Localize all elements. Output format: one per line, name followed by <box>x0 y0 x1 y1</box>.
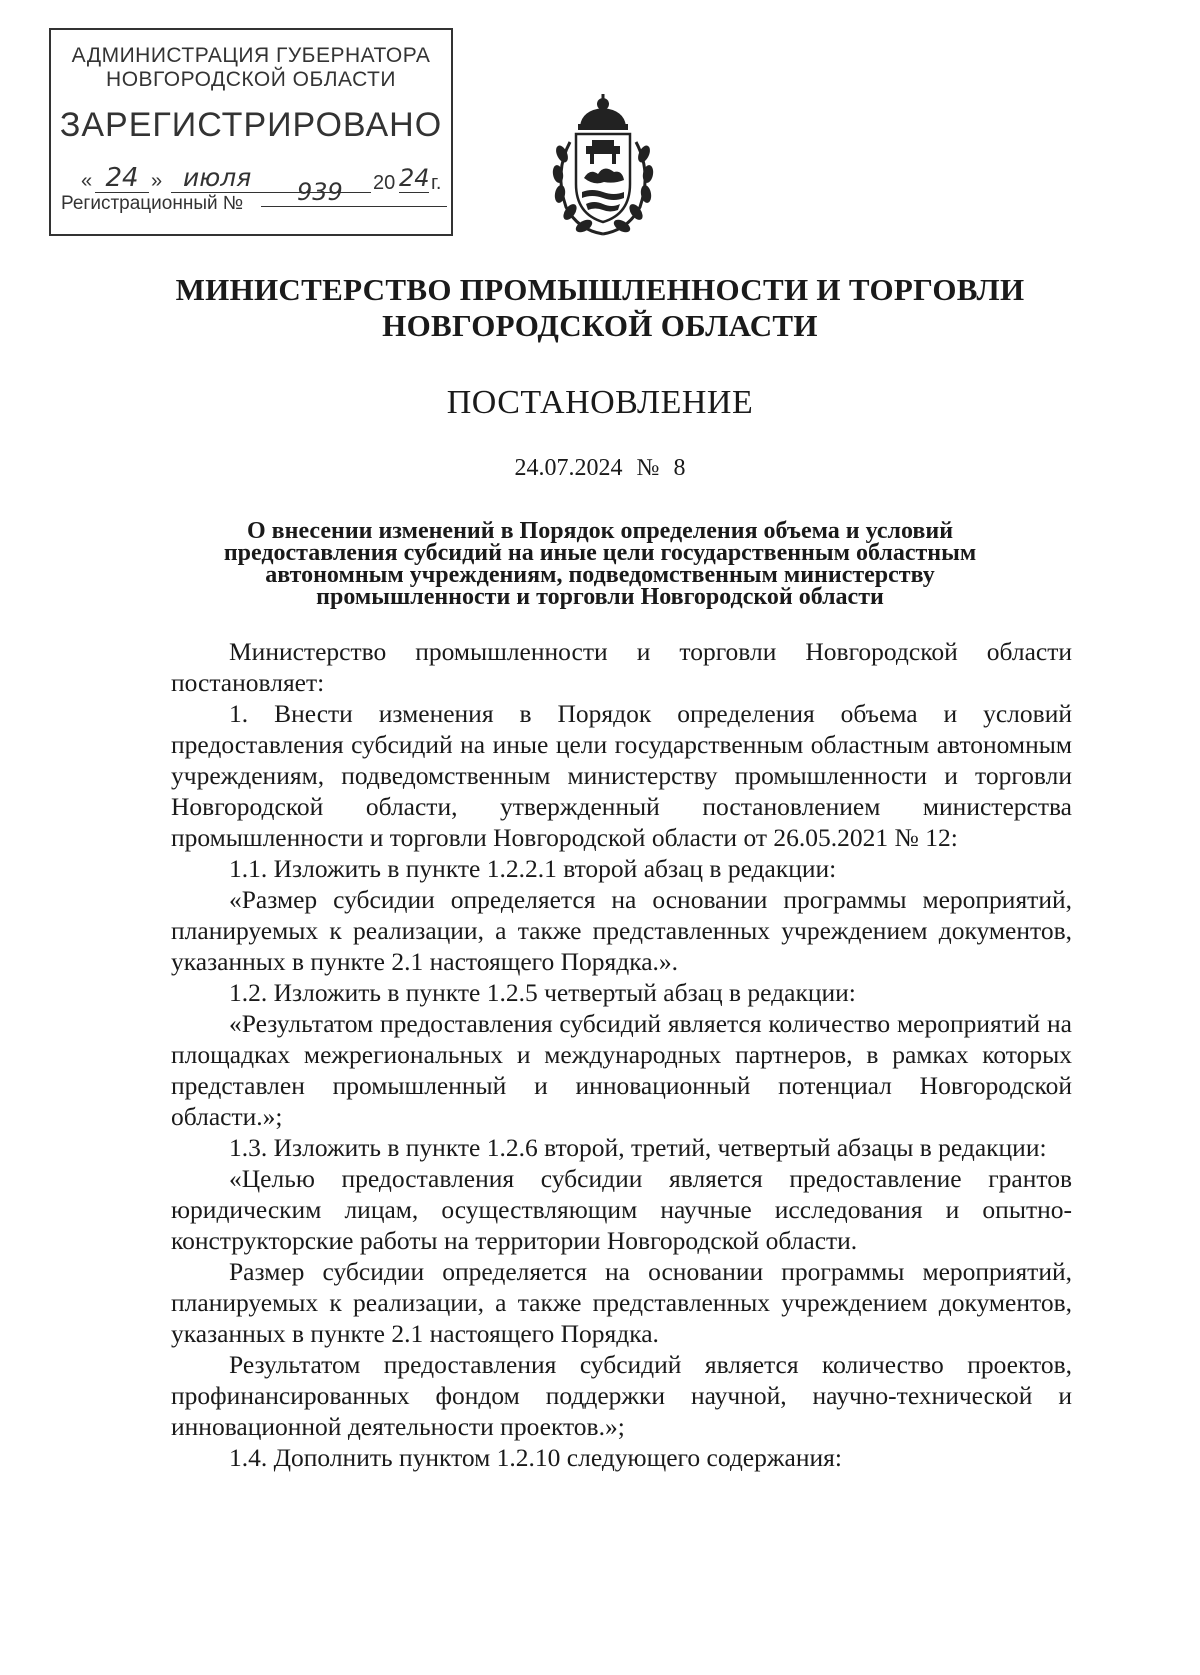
stamp-month: июля <box>171 164 371 193</box>
document-number: 8 <box>673 455 686 481</box>
document-date-number <box>0 455 1200 482</box>
paragraph-item-1-2-text: «Результатом предоставления субсидий является количество мероприятий на площадках межрегиональных и международных партнеров, в рамках которых представлен промышленный и инновационный потенциал Новгородской области.»; <box>171 1009 1072 1131</box>
stamp-open-quote: « <box>81 170 93 192</box>
subject-line4: промышленности и торговли Новгородской области <box>316 584 884 610</box>
registration-stamp <box>49 28 453 236</box>
stamp-reg-label: Регистрационный № <box>61 193 244 214</box>
ministry-title <box>0 272 1200 344</box>
coat-of-arms-icon <box>548 92 658 242</box>
paragraph-preamble: Министерство промышленности и торговли Новгородской области постановляет: <box>171 637 1072 697</box>
ministry-title-line1: МИНИСТЕРСТВО ПРОМЫШЛЕННОСТИ И ТОРГОВЛИ <box>175 272 1025 307</box>
paragraph-item-1-1: 1.1. Изложить в пункте 1.2.2.1 второй абзац в редакции: <box>229 854 837 883</box>
document-type: ПОСТАНОВЛЕНИЕ <box>446 384 754 421</box>
stamp-org-line2: НОВГОРОДСКОЙ ОБЛАСТИ <box>106 68 396 91</box>
stamp-registered-label: ЗАРЕГИСТРИРОВАНО <box>59 106 443 144</box>
document-body <box>171 636 1072 1473</box>
paragraph-item-1-4: 1.4. Дополнить пунктом 1.2.10 следующего содержания: <box>229 1443 842 1472</box>
paragraph-item-1-1-text: «Размер субсидии определяется на основании программы мероприятий, планируемых к реализации, а также представленных учреждением документов, указанных в пункте 2.1 настоящего Порядка.». <box>171 885 1072 976</box>
stamp-day: 24 <box>95 164 149 193</box>
document-subject <box>160 520 1040 608</box>
stamp-year-suffix: 24 <box>399 164 430 192</box>
paragraph-item-1-3-text3: Результатом предоставления субсидий является количество проектов, профинансированных фондом поддержки научной, научно-технической и инновационной деятельности проектов.»; <box>171 1350 1072 1441</box>
subject-line2: предоставления субсидий на иные цели государственным областным <box>223 540 977 566</box>
paragraph-item-1: 1. Внести изменения в Порядок определения объема и условий предоставления субсидий на иные цели государственным областным автономным учреждениям, подведомственным министерству промышленности и торговли Новгородской области, утвержденный постановлением министерства промышленности и торговли Новгородской области от 26.05.2021 № 12: <box>171 699 1072 852</box>
paragraph-item-1-2: 1.2. Изложить в пункте 1.2.5 четвертый абзац в редакции: <box>229 978 856 1007</box>
stamp-close-quote: » <box>151 170 163 192</box>
stamp-reg-number: 939 <box>261 178 447 207</box>
document-date: 24.07.2024 <box>514 455 623 481</box>
stamp-org-line1: АДМИНИСТРАЦИЯ ГУБЕРНАТОРА <box>71 44 431 67</box>
paragraph-item-1-3: 1.3. Изложить в пункте 1.2.6 второй, третий, четвертый абзацы в редакции: <box>229 1133 1047 1162</box>
paragraph-item-1-3-text1: «Целью предоставления субсидии является предоставление грантов юридическим лицам, осуществляющим научные исследования и опытно-конструкторские работы на территории Новгородской области. <box>171 1164 1072 1255</box>
stamp-year-unit: г. <box>431 172 442 194</box>
number-sign: № <box>636 455 660 481</box>
stamp-year-prefix: 20 <box>373 172 396 194</box>
ministry-title-line2: НОВГОРОДСКОЙ ОБЛАСТИ <box>382 308 818 343</box>
paragraph-item-1-3-text2: Размер субсидии определяется на основании программы мероприятий, планируемых к реализации, а также представленных учреждением документов, указанных в пункте 2.1 настоящего Порядка. <box>171 1257 1072 1348</box>
subject-line3: автономным учреждениям, подведомственным министерству <box>265 562 935 588</box>
subject-line1: О внесении изменений в Порядок определения объема и условий <box>246 518 954 544</box>
